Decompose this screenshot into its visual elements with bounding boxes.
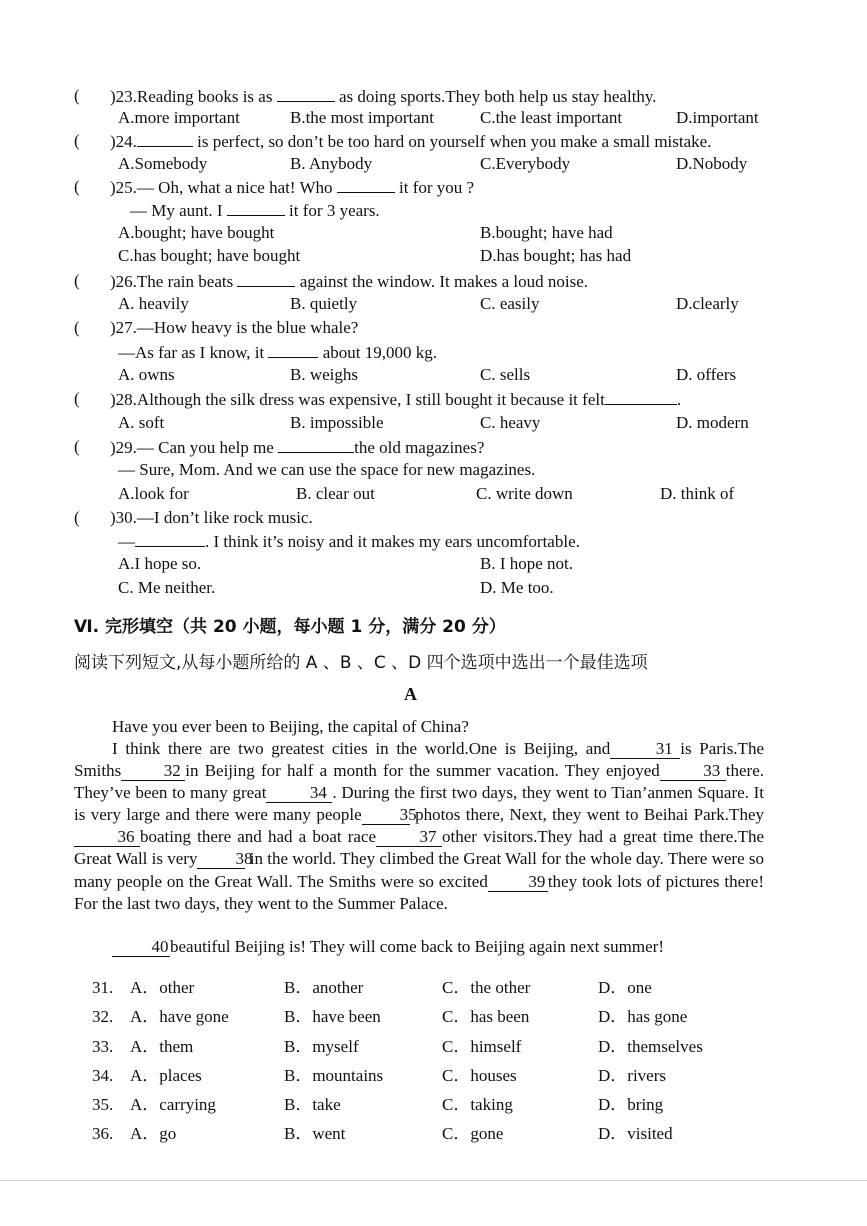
option-d: D．bring (598, 1095, 664, 1114)
option-a: A．other (130, 978, 195, 997)
question-23: )23.Reading books is as as doing sports.They both help us stay healthy. (110, 87, 657, 106)
blank-34: 34 (266, 784, 332, 803)
answer-paren: ( (74, 271, 80, 290)
question-29: )29.— Can you help me the old magazines? (110, 438, 485, 457)
option-b: B. Anybody (290, 154, 373, 173)
option-d: D．visited (598, 1124, 673, 1143)
blank (605, 388, 677, 405)
answer-paren: ( (74, 437, 80, 456)
cloze-number: 35. (92, 1095, 114, 1114)
question-27-reply: —As far as I know, it about 19,000 kg. (118, 343, 437, 362)
option-d: D.has bought; has had (480, 246, 632, 265)
option-a: A.bought; have bought (118, 223, 275, 242)
blank-40: 40 (112, 938, 170, 957)
blank-39: 39 (488, 873, 548, 892)
option-c: C.the least important (480, 108, 623, 127)
option-a: A. soft (118, 413, 165, 432)
option-d: D. modern (676, 413, 749, 432)
option-c: C. sells (480, 365, 531, 384)
blank (237, 270, 295, 287)
option-b: B．mountains (284, 1066, 384, 1085)
blank-38: 38 (197, 850, 245, 869)
option-b: B.bought; have had (480, 223, 613, 242)
blank-35: 35 (362, 806, 410, 825)
option-a: A．places (130, 1066, 202, 1085)
blank-33: 33 (660, 762, 726, 781)
section-title: Ⅵ. 完形填空（共 20 小题，每小题 1 分，满分 20 分） (74, 617, 506, 637)
question-24: )24. is perfect, so don’t be too hard on yourself when you make a small mistake. (110, 132, 712, 151)
passage-label: A (404, 684, 417, 704)
cloze-number: 34. (92, 1066, 114, 1085)
question-26: )26.The rain beats against the window. It makes a loud noise. (110, 272, 589, 291)
question-30-reply: — . I think it’s noisy and it makes my ears uncomfortable. (118, 532, 580, 551)
blank (278, 436, 354, 453)
blank (227, 199, 285, 216)
cloze-number: 33. (92, 1037, 114, 1056)
blank-32: 32 (121, 762, 185, 781)
option-d: D. offers (676, 365, 737, 384)
option-d: D.important (676, 108, 759, 127)
option-c: C. easily (480, 294, 540, 313)
option-a: A．carrying (130, 1095, 216, 1114)
option-c: C.Everybody (480, 154, 571, 173)
option-d: D．rivers (598, 1066, 666, 1085)
option-b: B．went (284, 1124, 346, 1143)
blank (137, 130, 193, 147)
question-30: )30.—I don’t like rock music. (110, 508, 313, 527)
option-c: C.has bought; have bought (118, 246, 301, 265)
option-d: D.Nobody (676, 154, 748, 173)
option-d: D. Me too. (480, 578, 554, 597)
option-a: A.I hope so. (118, 554, 202, 573)
option-b: B. weighs (290, 365, 358, 384)
answer-paren: ( (74, 389, 80, 408)
option-a: A．have gone (130, 1007, 229, 1026)
blank-31: 31 (610, 740, 680, 759)
question-25-reply: — My aunt. I it for 3 years. (130, 201, 380, 220)
question-28: )28.Although the silk dress was expensive, I still bought it because it felt . (110, 390, 682, 409)
answer-paren: ( (74, 131, 80, 150)
blank (268, 341, 318, 358)
option-a: A.Somebody (118, 154, 208, 173)
question-29-reply: — Sure, Mom. And we can use the space for new magazines. (118, 460, 536, 479)
option-d: D．has gone (598, 1007, 688, 1026)
option-c: C．has been (442, 1007, 530, 1026)
blank (337, 176, 395, 193)
question-27: )27.—How heavy is the blue whale? (110, 318, 359, 337)
cloze-number: 32. (92, 1007, 114, 1026)
option-b: B．myself (284, 1037, 359, 1056)
option-b: B．have been (284, 1007, 381, 1026)
option-d: D. think of (660, 484, 735, 503)
option-c: C．himself (442, 1037, 522, 1056)
answer-paren: ( (74, 508, 80, 527)
option-c: C. Me neither. (118, 578, 216, 597)
option-a: A．go (130, 1124, 177, 1143)
question-25: )25.— Oh, what a nice hat! Who it for you ? (110, 178, 475, 197)
option-b: B. impossible (290, 413, 384, 432)
cloze-number: 31. (92, 978, 114, 997)
option-c: C．taking (442, 1095, 513, 1114)
passage-paragraph-1: Have you ever been to Beijing, the capital of China? (112, 717, 469, 736)
option-b: B. I hope not. (480, 554, 574, 573)
option-a: A. heavily (118, 294, 189, 313)
answer-paren: ( (74, 177, 80, 196)
option-b: B. clear out (296, 484, 375, 503)
option-a: A.more important (118, 108, 240, 127)
option-c: C. write down (476, 484, 573, 503)
answer-paren: ( (74, 86, 80, 105)
option-b: B. quietly (290, 294, 358, 313)
option-c: C．gone (442, 1124, 504, 1143)
option-c: C．houses (442, 1066, 517, 1085)
option-a: A．them (130, 1037, 194, 1056)
answer-paren: ( (74, 318, 80, 337)
cloze-number: 36. (92, 1124, 114, 1143)
passage-paragraph-2: I think there are two greatest cities in the world.One is Beijing, and 31 is Paris.The Smiths 32 in Beijing for half a month for the summer vacation. They enjoyed 33 there. They’ve been to many great 34 . During the first two days, they went to Tian’anmen Square. It is very large and there were many people 35 photos there, Next, they went to Beihai Park.They36 boating there and had a boat race 37 other visitors.They had a great time there.The Great Wall is very 38 in the world. They climbed the Great Wall for the whole day. There were so many people on the Great Wall. The Smiths were so excited 39 they took lots of pictures there! For the last two days, they went to the Summer Palace. (74, 739, 765, 913)
blank (135, 530, 205, 547)
passage-paragraph-3: 40beautiful Beijing is! They will come back to Beijing again next summer! (74, 936, 764, 958)
option-d: D．one (598, 978, 652, 997)
option-b: B.the most important (290, 108, 435, 127)
option-d: D.clearly (676, 294, 739, 313)
option-a: A. owns (118, 365, 175, 384)
blank-37: 37 (376, 828, 442, 847)
option-b: B．take (284, 1095, 341, 1114)
blank-36: 36 (74, 828, 140, 847)
option-c: C．the other (442, 978, 531, 997)
option-b: B．another (284, 978, 364, 997)
blank (277, 85, 335, 102)
section-instruction: 阅读下列短文,从每小题所给的 A 、B 、C 、D 四个选项中选出一个最佳选项 (74, 653, 648, 673)
option-c: C. heavy (480, 413, 541, 432)
option-d: D．themselves (598, 1037, 703, 1056)
option-a: A.look for (118, 484, 189, 503)
page-bottom-rule (0, 1180, 867, 1181)
